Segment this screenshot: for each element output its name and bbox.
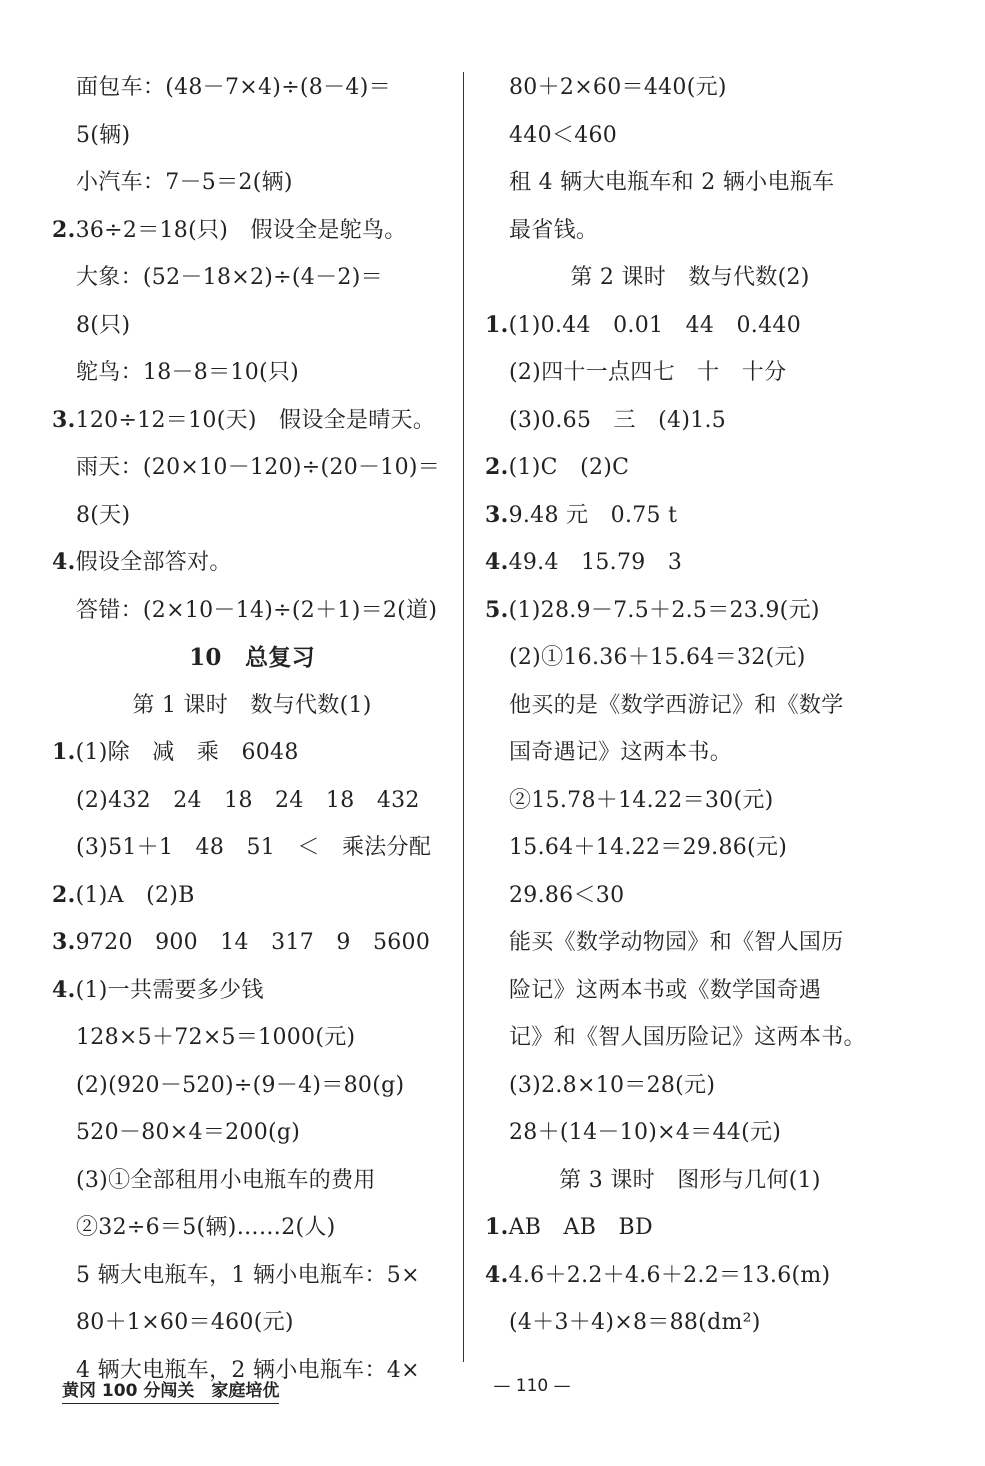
answer-line bbox=[485, 1062, 895, 1110]
answer-text: (2)(920－520)÷(9－4)＝80(g) bbox=[76, 1072, 405, 1098]
page-footer bbox=[62, 1376, 942, 1406]
question-number: 4. bbox=[485, 1261, 509, 1288]
answer-text: 9720 900 14 317 9 5600 bbox=[75, 930, 431, 955]
question-number: 5. bbox=[485, 596, 509, 623]
answer-line bbox=[52, 919, 452, 967]
answer-text: 520－80×4＝200(g) bbox=[76, 1120, 301, 1145]
answer-line bbox=[52, 112, 452, 160]
answer-text: 80＋2×60＝440(元) bbox=[509, 75, 727, 100]
answer-line bbox=[485, 207, 895, 255]
question-number: 3. bbox=[485, 501, 509, 528]
answer-line bbox=[52, 254, 452, 302]
answer-line bbox=[485, 112, 895, 160]
answer-text: 能买《数学动物园》和《智人国历 bbox=[509, 930, 844, 955]
question-number: 4. bbox=[52, 976, 76, 1003]
answer-line bbox=[485, 539, 895, 587]
answer-line bbox=[52, 492, 452, 540]
answer-text: 120÷12＝10(天) 假设全是晴天。 bbox=[75, 407, 436, 433]
answer-line bbox=[52, 64, 452, 112]
answer-text: 49.4 15.79 3 bbox=[508, 550, 683, 575]
answer-line bbox=[52, 1062, 452, 1110]
answer-line bbox=[52, 444, 452, 492]
answer-line bbox=[485, 1252, 895, 1300]
question-number: 2. bbox=[485, 454, 509, 480]
answer-text: 险记》这两本书或《数学国奇遇 bbox=[509, 977, 822, 1003]
answer-line bbox=[485, 397, 895, 445]
answer-text: 4 辆大电瓶车，2 辆小电瓶车：4× bbox=[76, 1357, 420, 1383]
answer-line bbox=[485, 777, 895, 825]
answer-line bbox=[485, 872, 895, 920]
page-number: — 110 — bbox=[493, 1376, 571, 1396]
answer-line bbox=[485, 444, 895, 492]
lesson-title bbox=[52, 682, 452, 730]
question-number: 1. bbox=[485, 1214, 509, 1240]
answer-text: (2)四十一点四七 十 十分 bbox=[509, 360, 787, 385]
answer-text: 记》和《智人国历险记》这两本书。 bbox=[509, 1025, 866, 1050]
answer-line bbox=[485, 824, 895, 872]
answer-text: 他买的是《数学西游记》和《数学 bbox=[509, 692, 844, 718]
answer-text: 假设全部答对。 bbox=[75, 550, 232, 575]
answer-text: (3)2.8×10＝28(元) bbox=[509, 1072, 716, 1098]
column-divider bbox=[463, 72, 464, 1362]
answer-text: 29.86＜30 bbox=[509, 882, 625, 908]
answer-line bbox=[485, 729, 895, 777]
answer-line bbox=[52, 302, 452, 350]
answer-text: 80＋1×60＝460(元) bbox=[76, 1310, 294, 1335]
answer-line bbox=[485, 1204, 895, 1252]
answer-text: 440＜460 bbox=[509, 122, 618, 148]
answer-line bbox=[485, 587, 895, 635]
answer-text: 答错：(2×10－14)÷(2＋1)＝2(道) bbox=[76, 597, 438, 623]
answer-line bbox=[485, 159, 895, 207]
answer-line bbox=[485, 919, 895, 967]
answer-text: 小汽车：7－5＝2(辆) bbox=[76, 170, 293, 195]
answer-text: 面包车：(48－7×4)÷(8－4)＝ bbox=[76, 75, 391, 100]
left-column bbox=[52, 64, 452, 1394]
answer-text: 第 2 课时 数与代数(2) bbox=[570, 265, 810, 290]
answer-text: (2)①16.36＋15.64＝32(元) bbox=[509, 645, 806, 670]
answer-line bbox=[52, 1299, 452, 1347]
answer-text: (1)一共需要多少钱 bbox=[75, 977, 264, 1003]
section-title bbox=[52, 634, 452, 682]
answer-text: 雨天：(20×10－120)÷(20－10)＝ bbox=[76, 455, 441, 480]
answer-line bbox=[52, 967, 452, 1015]
lesson-title bbox=[485, 1157, 895, 1205]
answer-line bbox=[52, 207, 452, 255]
answer-text: 最省钱。 bbox=[509, 217, 599, 243]
question-number: 4. bbox=[485, 549, 509, 575]
answer-text: 大象：(52－18×2)÷(4－2)＝ bbox=[76, 265, 383, 290]
answer-line bbox=[52, 1204, 452, 1252]
answer-text: 8(只) bbox=[76, 312, 131, 338]
answer-text: (4＋3＋4)×8＝88(dm²) bbox=[509, 1310, 761, 1335]
answer-text: 第 1 课时 数与代数(1) bbox=[132, 692, 372, 718]
answer-text: 36÷2＝18(只) 假设全是鸵鸟。 bbox=[75, 217, 407, 243]
answer-line bbox=[52, 587, 452, 635]
answer-line bbox=[52, 1109, 452, 1157]
answer-line bbox=[52, 1157, 452, 1205]
answer-line bbox=[52, 397, 452, 445]
question-number: 2. bbox=[52, 216, 76, 243]
question-number: 4. bbox=[52, 549, 76, 575]
answer-line bbox=[52, 1014, 452, 1062]
answer-line bbox=[52, 824, 452, 872]
answer-line bbox=[52, 159, 452, 207]
answer-line bbox=[52, 729, 452, 777]
answer-line bbox=[52, 539, 452, 587]
answer-text: ②32÷6＝5(辆)……2(人) bbox=[76, 1215, 336, 1240]
answer-text: 8(天) bbox=[76, 502, 131, 528]
question-number: 1. bbox=[52, 739, 76, 765]
answer-line bbox=[52, 349, 452, 397]
answer-line bbox=[52, 872, 452, 920]
answer-line bbox=[485, 302, 895, 350]
footer-brand: 黄冈 100 分闯关 家庭培优 bbox=[62, 1376, 279, 1404]
answer-text: (1)0.44 0.01 44 0.440 bbox=[508, 312, 801, 338]
question-number: 2. bbox=[52, 881, 76, 908]
answer-line bbox=[485, 349, 895, 397]
lesson-title bbox=[485, 254, 895, 302]
answer-line bbox=[52, 1252, 452, 1300]
answer-line bbox=[485, 64, 895, 112]
question-number: 1. bbox=[485, 311, 509, 338]
answer-text: 10 总复习 bbox=[189, 644, 315, 671]
answer-text: 租 4 辆大电瓶车和 2 辆小电瓶车 bbox=[509, 170, 835, 195]
answer-text: (1)除 减 乘 6048 bbox=[75, 740, 299, 765]
question-number: 3. bbox=[52, 406, 76, 433]
answer-line bbox=[52, 777, 452, 825]
question-number: 3. bbox=[52, 929, 76, 955]
answer-text: 国奇遇记》这两本书。 bbox=[509, 740, 733, 765]
answer-text: 128×5＋72×5＝1000(元) bbox=[76, 1025, 356, 1050]
answer-line bbox=[485, 1299, 895, 1347]
answer-line bbox=[485, 492, 895, 540]
answer-text: (3)①全部租用小电瓶车的费用 bbox=[76, 1167, 376, 1193]
answer-line bbox=[485, 682, 895, 730]
answer-text: 5 辆大电瓶车，1 辆小电瓶车：5× bbox=[76, 1262, 420, 1288]
answer-line bbox=[485, 967, 895, 1015]
answer-text: 第 3 课时 图形与几何(1) bbox=[559, 1167, 821, 1193]
answer-text: 28＋(14－10)×4＝44(元) bbox=[509, 1120, 782, 1145]
answer-text: (1)28.9－7.5＋2.5＝23.9(元) bbox=[508, 597, 820, 623]
answer-text: 15.64＋14.22＝29.86(元) bbox=[509, 835, 788, 860]
answer-text: (3)51＋1 48 51 ＜ 乘法分配 bbox=[76, 835, 432, 860]
answer-text: (1)C (2)C bbox=[508, 455, 630, 480]
answer-text: (2)432 24 18 24 18 432 bbox=[76, 787, 420, 813]
answer-text: 9.48 元 0.75 t bbox=[508, 502, 678, 528]
answer-line bbox=[485, 1014, 895, 1062]
answer-text: ②15.78＋14.22＝30(元) bbox=[509, 787, 774, 813]
answer-line bbox=[485, 1109, 895, 1157]
answer-text: (3)0.65 三 (4)1.5 bbox=[509, 407, 727, 433]
answer-text: AB AB BD bbox=[508, 1215, 653, 1240]
answer-text: (1)A (2)B bbox=[75, 882, 195, 908]
answer-line bbox=[485, 634, 895, 682]
right-column bbox=[485, 64, 895, 1347]
answer-text: 鸵鸟：18－8＝10(只) bbox=[76, 360, 300, 385]
answer-text: 4.6＋2.2＋4.6＋2.2＝13.6(m) bbox=[508, 1262, 831, 1288]
answer-text: 5(辆) bbox=[76, 122, 131, 148]
